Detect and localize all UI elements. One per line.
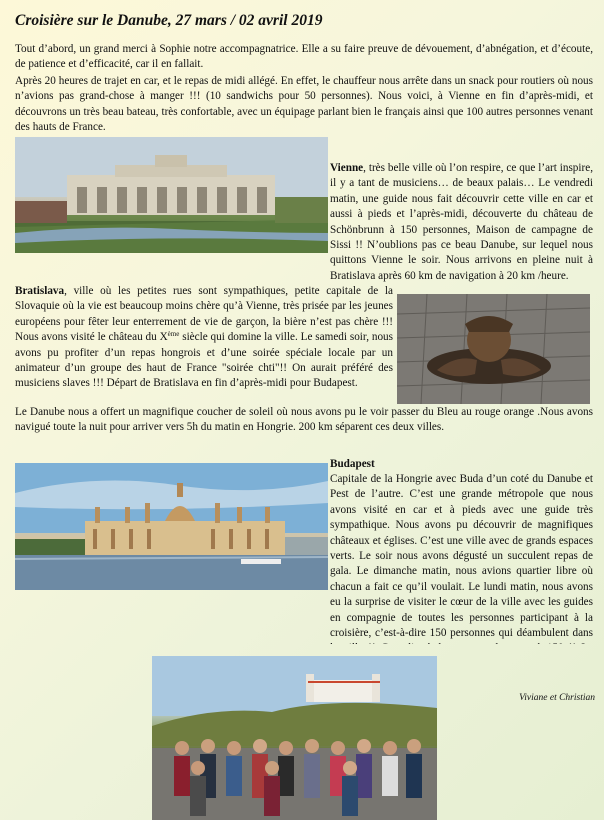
- intro-paragraph: Tout d’abord, un grand merci à Sophie notre accompagnatrice. Elle a su faire preuve de dévouement, d’abnégation, et d’écoute, de patience et d’efficacité, car il en fallait.: [15, 43, 593, 71]
- budapest-text: Capitale de la Hongrie avec Buda d’un coté du Danube et Pest de l’autre. C’est une grande métropole que nous avons visité en car et à pieds avec une guide très sympathique. Nous avons pu découvrir de magnifiques châteaux et églises. C’est une ville avec de grands espaces verts. Le soir nous avons dégusté un succulent repas de gala. Le dimanche matin, nous avions quartier libre où chacun a fait ce qu’il voulait. Le lundi matin, nous avons eu la surprise de visiter le cœur de la ville avec les guides en compagnie de toutes les personnes participant à la croisière, c’est-à-dire 150 personnes qui déambulent dans: [330, 473, 593, 640]
- signature: Viviane et Christian: [519, 693, 595, 703]
- budapest-paragraph-column: [330, 472, 593, 644]
- budapest-heading-block: [330, 457, 593, 472]
- bratislava-cumil-statue-photo: [397, 294, 590, 404]
- travel-paragraph: [15, 74, 593, 136]
- article-title: Croisière sur le Danube, 27 mars / 02 avril 2019: [15, 12, 323, 29]
- sunset-paragraph: Le Danube nous a offert un magnifique coucher de soleil où nous avons pu le voir passer du Bleu au rouge orange .Nous avons navigué toute la nuit pour arriver vers 5h du matin en Hongrie. 200 km séparent ces deux villes.: [15, 406, 593, 434]
- bratislava-text-b: siècle qui domine la ville. Le samedi soir, nous avons pu profiter d’un repas hongrois et d’une soirée spéciale locale par un animateur d’un groupe des haut de France "soirée chti"!! On aurait préféré des musiciens slaves !!! Départ de Bratislava en fin d’après-midi pour Budapest.: [15, 331, 393, 390]
- budapest-heading: Budapest: [330, 458, 375, 470]
- vienne-heading: Vienne: [330, 162, 364, 174]
- century-superscript: ème: [167, 330, 180, 339]
- vienne-text: , très belle ville où l’on respire, ce que l’art inspire, il y a tant de musiciens… de beaux palais… Le vendredi matin, une guide nous fait découvrir cette ville en car et aussi à pieds et l’après-midi, découverte du château de Schönbrunn à 150 personnes, Maison de campagne de Sissi !! N’oublions pas ce beau Danube, sur lequel nous quittons Vienne le soir. Nous arrivons en pleine nuit à Bratislava après 60 km de navigation à 20 km /heure.: [330, 162, 593, 282]
- bratislava-text-a: , ville où les petites rues sont sympathiques, petite capitale de la Slovaquie où la vie est beaucoup moins chère qu’à Vienne, très prisée par les jeunes européens pour fêter leur enterrement de vie de garçon, la bière n’est pas chère !!! Nous avons visité le château du X: [15, 285, 393, 344]
- bratislava-paragraph: [15, 284, 393, 392]
- bratislava-heading: Bratislava: [15, 285, 65, 297]
- travel-paragraph-text: Après 20 heures de trajet en car, et le repas de midi allégé. En effet, le chauffeur nous arrête dans un snack pour routiers où nous n’avions pas grand-chose à manger !!! (10 sandwichs pour 50 personnes). Nous voici, à Vienne en fin d’après-midi, et découvrons un très beau bateau, très confortable, avec un équipage parlant bien le français ainsi que 100 autres personnes venant des hauts de France.: [15, 75, 593, 134]
- budapest-parliament-photo: [15, 463, 328, 590]
- group-photo-bratislava-castle: [152, 656, 437, 820]
- vienne-paragraph: [330, 161, 593, 284]
- vienna-gloriette-photo: [15, 137, 328, 253]
